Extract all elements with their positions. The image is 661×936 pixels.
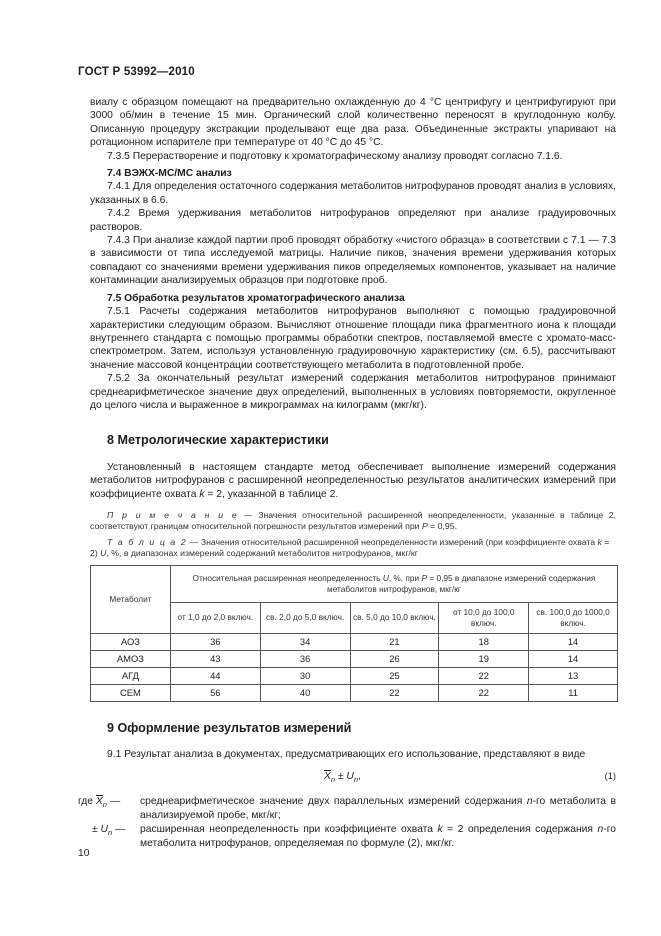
document-header: ГОСТ Р 53992—2010 bbox=[78, 66, 195, 78]
table-cell: 36 bbox=[170, 633, 260, 650]
table-cell: 26 bbox=[350, 650, 439, 667]
table-cell: 40 bbox=[260, 684, 350, 701]
col-metabolite: Метаболит bbox=[91, 565, 171, 633]
uncertainty-table bbox=[90, 565, 618, 702]
metabolite-name: СЕМ bbox=[91, 684, 171, 701]
table-cell: 21 bbox=[350, 633, 439, 650]
definition-xn bbox=[78, 795, 616, 822]
table-cell: 14 bbox=[529, 650, 618, 667]
table-cell: 43 bbox=[170, 650, 260, 667]
table-row bbox=[91, 684, 618, 701]
note: П р и м е ч а н и е — Значения относительной расширенной неопределенности, указанные в таблице 2, соответствуют границам относительной погрешности результатов измерений при P = 0,95. bbox=[90, 509, 617, 532]
table-cell: 19 bbox=[439, 650, 529, 667]
col-range: от 10,0 до 100,0 включ. bbox=[439, 602, 529, 633]
table-row bbox=[91, 650, 618, 667]
paragraph-7-4-3: 7.4.3 При анализе каждой партии проб проводят обработку «чистого образца» в соответствии с 7.1 — 7.3 в зависимости от типа исследуемой матрицы. Наличие пиков, значения времени удерживания которых совпадают со значениями времени удерживания пиков определяемых компонентов, указывает на наличие контаминации анализируемых образцов при подготовке проб. bbox=[90, 235, 616, 287]
table-cell: 14 bbox=[529, 633, 618, 650]
section-heading-7-4: 7.4 ВЭЖХ-МС/МС анализ bbox=[107, 168, 232, 180]
table-cell: 25 bbox=[350, 667, 439, 684]
table-cell: 13 bbox=[529, 667, 618, 684]
col-range: св. 5,0 до 10,0 включ. bbox=[350, 602, 439, 633]
table-cell: 11 bbox=[529, 684, 618, 701]
paragraph-7-3-5: 7.3.5 Перерастворение и подготовку к хроматографическому анализу проводят согласно 7.1.6. bbox=[107, 150, 563, 162]
definition-term: где $\overline{X}_n$ — bbox=[78, 796, 121, 810]
page-number: 10 bbox=[78, 848, 90, 859]
col-group-uncertainty: Относительная расширенная неопределенность U, %, при P = 0,95 в диапазоне измерений содержания метаболитов нитрофуранов, мкг/кг bbox=[170, 565, 617, 602]
definition-term: ± $U_n$ — bbox=[92, 824, 126, 838]
table-cell: 18 bbox=[439, 633, 529, 650]
col-range: св. 100,0 до 1000,0 включ. bbox=[529, 602, 618, 633]
table-cell: 34 bbox=[260, 633, 350, 650]
formula-1 bbox=[90, 770, 616, 786]
metabolite-name: АГД bbox=[91, 667, 171, 684]
definitions bbox=[78, 795, 616, 850]
definition-text: расширенная неопределенность при коэффициенте охвата k = 2 определения содержания n-го метаболита нитрофуранов, определяемая по формуле (2), мкг/кг. bbox=[140, 824, 616, 849]
paragraph-7-5-1: 7.5.1 Расчеты содержания метаболитов нитрофуранов выполняют с помощью градуировочной характеристики следующим образом. Вычисляют отношение площади пика фрагментного иона к площади внутреннего стандарта с помощью программы обработки спектров, поставляемой вместе с хромато-масс-спектрометром. Затем, используя установленную градуировочную характеристику (см. 6.5), рассчитывают значение массовой концентрации соответствующего метаболита в подготовленной пробе. bbox=[90, 306, 616, 371]
formula-expression: $\overline{X}_n \pm U_n$, bbox=[324, 771, 361, 785]
metabolite-name: АОЗ bbox=[91, 633, 171, 650]
paragraph-7-4-1: 7.4.1 Для определения остаточного содержания метаболитов нитрофуранов проводят анализ в условиях, указанных в 6.6. bbox=[90, 181, 616, 206]
col-range: от 1,0 до 2,0 включ. bbox=[170, 602, 260, 633]
table-header-row bbox=[91, 565, 618, 602]
table-cell: 36 bbox=[260, 650, 350, 667]
paragraph-9-1: 9.1 Результат анализа в документах, предусматривающих его использование, представляют в виде bbox=[107, 749, 586, 760]
paragraph-7-4-2: 7.4.2 Время удерживания метаболитов нитрофуранов определяют при анализе градуировочных растворов. bbox=[90, 208, 616, 233]
document-body bbox=[78, 96, 617, 850]
col-range: св. 2,0 до 5,0 включ. bbox=[260, 602, 350, 633]
table-row bbox=[91, 633, 618, 650]
table-row bbox=[91, 667, 618, 684]
table-subheader-row bbox=[91, 602, 618, 633]
table-caption: Т а б л и ц а 2 — Значения относительной расширенной неопределенности измерений (при коэффициенте охвата k = 2) U, %, в диапазонах измерений содержаний метаболитов нитрофуранов, мкг/кг bbox=[90, 536, 610, 559]
table-cell: 22 bbox=[439, 684, 529, 701]
table-cell: 44 bbox=[170, 667, 260, 684]
paragraph-7-5-2: 7.5.2 За окончательный результат измерений содержания метаболитов нитрофуранов принимают среднеарифметическое значение двух определений, выполненных в условиях повторяемости, округленное до целого числа и выраженное в микрограммах на килограмм (мкг/кг). bbox=[90, 373, 616, 411]
paragraph-continuation: виалу с образцом помещают на предварительно охлажденную до 4 °С центрифугу и центрифугируют при 3000 об/мин в течение 15 мин. Органический слой количественно переносят в круглодонную колбу. Описанную процедуру экстракции проделывают еще два раза. Объединенные экстракты упаривают на ротационном испарителе при температуре от 40 °С до 45 °С. bbox=[90, 97, 616, 149]
table-cell: 56 bbox=[170, 684, 260, 701]
definition-text: среднеарифметическое значение двух параллельных измерений содержания n-го метаболита в анализируемой пробе, мкг/кг; bbox=[140, 796, 616, 821]
paragraph-8: Установленный в настоящем стандарте метод обеспечивает выполнение измерений содержания метаболитов нитрофуранов с расширенной неопределенностью результатов аналитических измерений при коэффициенте охвата k = 2, указанной в таблице 2. bbox=[90, 461, 616, 500]
table-cell: 22 bbox=[439, 667, 529, 684]
metabolite-name: АМОЗ bbox=[91, 650, 171, 667]
formula-number: (1) bbox=[604, 771, 616, 782]
section-heading-7-5: 7.5 Обработка результатов хроматографического анализа bbox=[107, 292, 405, 304]
section-heading-9: 9 Оформление результатов измерений bbox=[107, 720, 352, 735]
section-heading-8: 8 Метрологические характеристики bbox=[107, 433, 329, 448]
table-cell: 30 bbox=[260, 667, 350, 684]
table-cell: 22 bbox=[350, 684, 439, 701]
definition-un bbox=[78, 823, 616, 850]
